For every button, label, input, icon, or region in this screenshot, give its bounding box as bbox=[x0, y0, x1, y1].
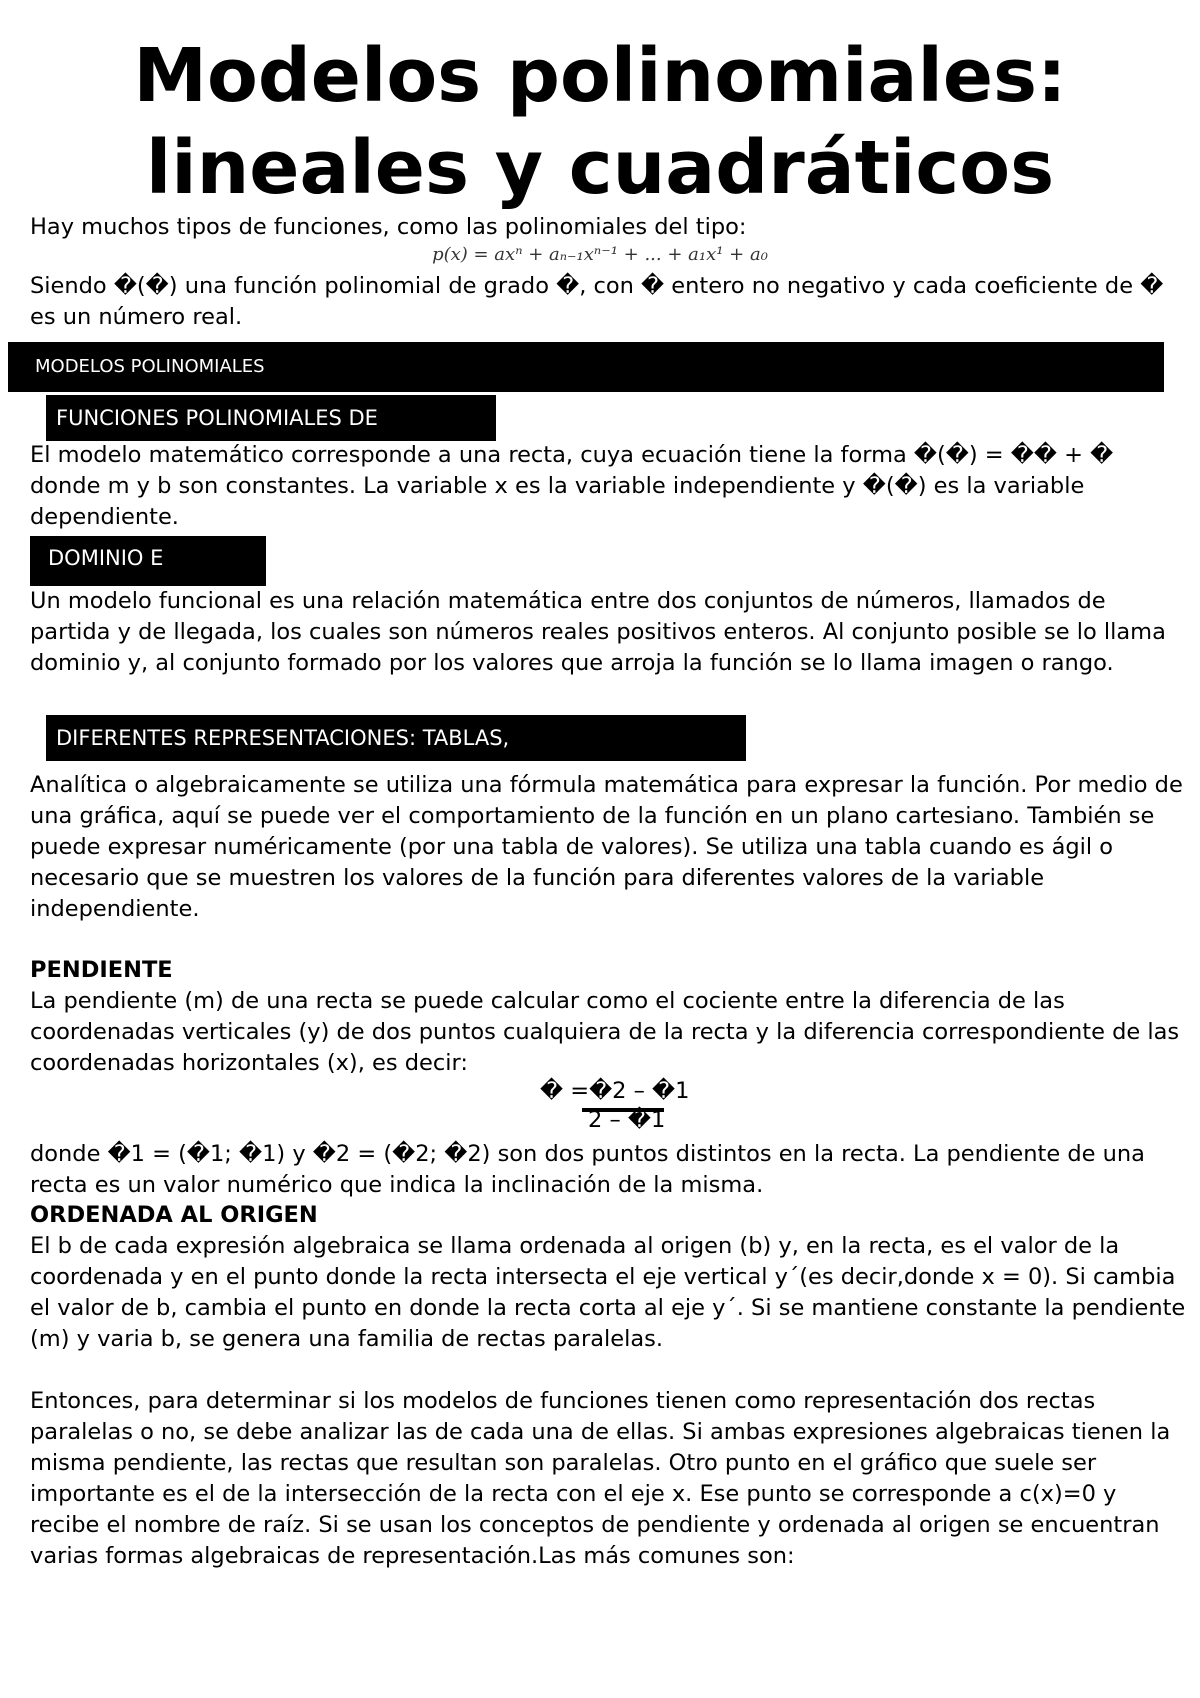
section-banner: MODELOS POLINOMIALES bbox=[8, 342, 1164, 392]
title-line-2: lineales y cuadráticos bbox=[145, 125, 1055, 211]
intro-definition: Siendo �(�) una función polinomial de grado �, con � entero no negativo y cada coeficiente de � es un número real. bbox=[30, 273, 1164, 330]
pendiente-after-text: donde �1 = (�1; �1) y �2 = (�2; �2) son dos puntos distintos en la recta. La pendiente de una recta es un valor numérico que indica la inclinación de la misma. bbox=[30, 1141, 1145, 1198]
title-line-1: Modelos polinomiales: bbox=[133, 33, 1067, 119]
pendiente-text: La pendiente (m) de una recta se puede calcular como el cociente entre la diferencia de las coordenadas verticales (y) de dos puntos cualquiera de la recta y la diferencia correspondiente de las coordenadas horizontales (x), es decir: bbox=[30, 988, 1180, 1076]
dominio-text: Un modelo funcional es una relación matemática entre dos conjuntos de números, llamados de partida y de llegada, los cuales son números reales positivos enteros. Al conjunto posible se lo llama dominio y, al conjunto formado por los valores que arroja la función se lo llama imagen o rango. bbox=[30, 588, 1166, 676]
representaciones-text: Analítica o algebraicamente se utiliza una fórmula matemática para expresar la función. Por medio de una gráfica, aquí se puede ver el comportamiento de la función en un plano cartesiano. También se puede expresar numéricamente (por una tabla de valores). Se utiliza una tabla cuando es ágil o necesario que se muestren los valores de la función para diferentes valores de la variable independiente. bbox=[30, 772, 1183, 922]
conclusion-text: Entonces, para determinar si los modelos de funciones tienen como representación dos rectas paralelas o no, se debe analizar las de cada una de ellas. Si ambas expresiones algebraicas tienen la misma pendiente, las rectas que resultan son paralelas. Otro punto en el gráfico que suele ser importante es el de la intersección de la recta con el eje x. Ese punto se corresponde a c(x)=0 y recibe el nombre de raíz. Si se usan los conceptos de pendiente y ordenada al origen se encuentran varias formas algebraicas de representación.Las más comunes son: bbox=[30, 1388, 1171, 1569]
section-tag-lineales: FUNCIONES POLINOMIALES DE bbox=[46, 395, 496, 441]
page-title bbox=[0, 30, 1200, 214]
intro-text: Hay muchos tipos de funciones, como las polinomiales del tipo: bbox=[30, 214, 747, 240]
slope-numerator: � =�2 – �1 bbox=[540, 1078, 690, 1104]
section-tag-dominio: DOMINIO E bbox=[30, 536, 266, 586]
section-tag-representaciones: DIFERENTES REPRESENTACIONES: TABLAS, bbox=[46, 715, 746, 761]
ordenada-heading: ORDENADA AL ORIGEN bbox=[30, 1202, 318, 1228]
lineales-text: El modelo matemático corresponde a una recta, cuya ecuación tiene la forma �(�) = �� + � donde m y b son constantes. La variable x es la variable independiente y �(�) es la variable dependiente. bbox=[30, 442, 1114, 530]
slope-denominator: 2 – �1 bbox=[588, 1107, 666, 1133]
polynomial-formula: p(x) = axⁿ + aₙ₋₁xⁿ⁻¹ + ... + a₁x¹ + a₀ bbox=[432, 244, 768, 265]
pendiente-heading: PENDIENTE bbox=[30, 957, 173, 983]
ordenada-text: El b de cada expresión algebraica se llama ordenada al origen (b) y, en la recta, es el valor de la coordenada y en el punto donde la recta intersecta el eje vertical y´(es decir,donde x = 0). Si cambia el valor de b, cambia el punto en donde la recta corta al eje y´. Si se mantiene constante la pendiente (m) y varia b, se genera una familia de rectas paralelas. bbox=[30, 1233, 1186, 1352]
